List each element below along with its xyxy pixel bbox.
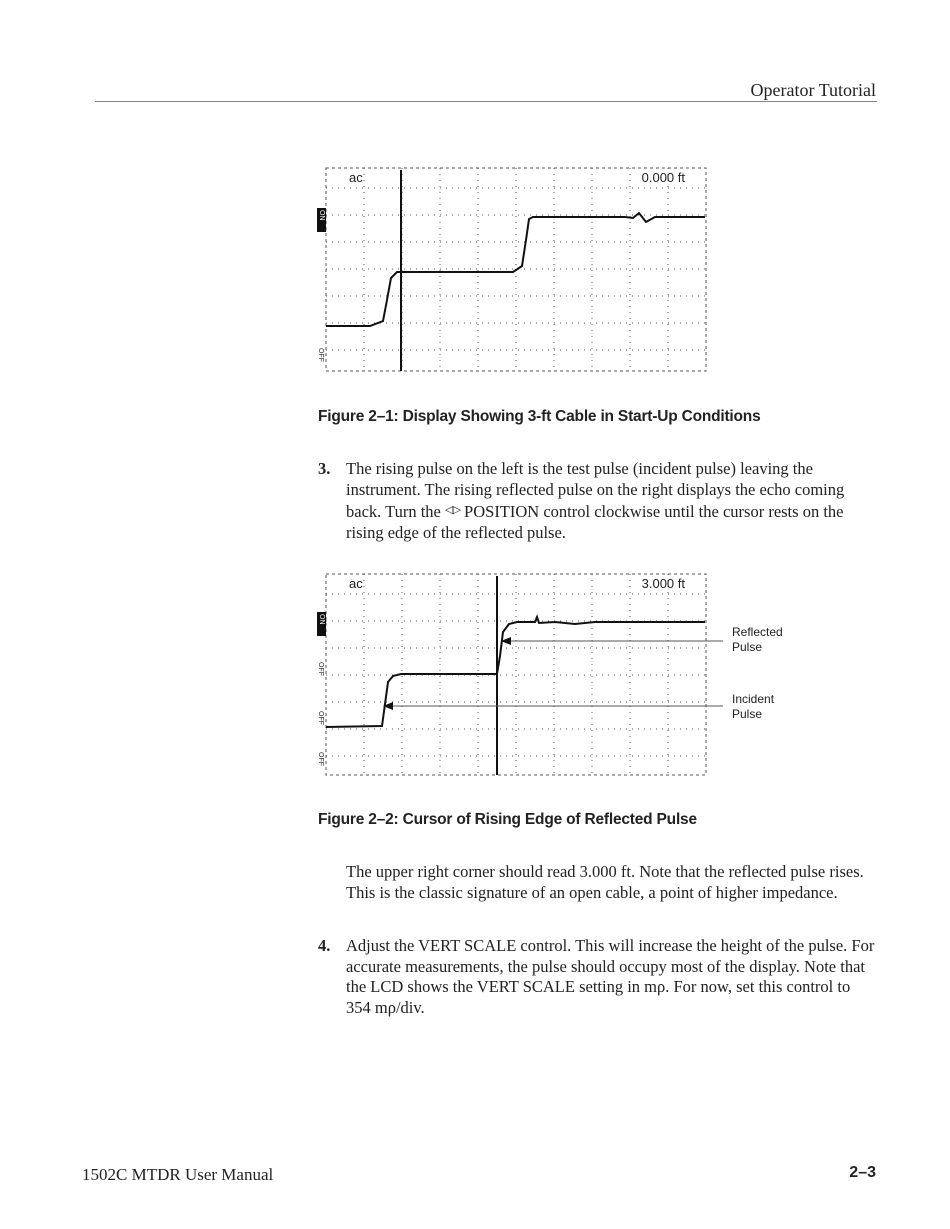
- screen-label-distance: 3.000 ft: [641, 576, 685, 591]
- step-4-number: 4.: [318, 936, 331, 955]
- waveform-trace: [326, 213, 705, 326]
- off-indicator: OFF: [317, 662, 324, 676]
- footer-manual-title: 1502C MTDR User Manual: [82, 1165, 274, 1184]
- off-indicator: OFF: [317, 348, 324, 362]
- running-head: Operator Tutorial: [750, 80, 876, 100]
- callout-incident-line1: Incident: [732, 692, 775, 706]
- reflected-pulse-callout: [501, 625, 783, 654]
- header-rule: [95, 101, 877, 102]
- on-indicator: ON: [318, 210, 325, 221]
- step-4: [318, 936, 878, 1018]
- graticule: [326, 574, 706, 775]
- open-cable-paragraph: The upper right corner should read 3.000 ft. Note that the reflected pulse rises. This is the classic signature of an open cable, a point of higher impedance.: [346, 862, 864, 902]
- figure-2-1-display: [315, 160, 715, 375]
- screen-label-ac: ac: [349, 170, 363, 185]
- callout-reflected-line2: Pulse: [732, 640, 763, 654]
- callout-incident-line2: Pulse: [732, 707, 763, 721]
- step-3: [318, 459, 878, 543]
- footer-page-number: 2–3: [849, 1164, 876, 1181]
- incident-pulse-callout: [383, 692, 775, 721]
- on-indicator: ON: [318, 614, 325, 625]
- screen-label-ac: ac: [349, 576, 363, 591]
- figure-2-2-display: [315, 566, 795, 781]
- callout-reflected-line1: Reflected: [732, 625, 783, 639]
- off-indicator: OFF: [317, 752, 324, 766]
- position-arrows-icon: ◁▷: [445, 504, 460, 516]
- off-indicator: OFF: [317, 711, 324, 725]
- waveform-trace: [326, 617, 705, 727]
- figure-2-2-caption: Figure 2–2: Cursor of Rising Edge of Reflected Pulse: [318, 811, 697, 828]
- step-3-text-before: The rising pulse on the left is the test pulse (incident pulse) leaving the instrument. The rising reflected pulse on the right displays the echo coming back. Turn the: [346, 459, 845, 521]
- step-3-number: 3.: [318, 459, 331, 478]
- step-4-text: Adjust the VERT SCALE control. This will increase the height of the pulse. For accurate measurements, the pulse should occupy most of the display. Note that the LCD shows the VERT SCALE setting in mρ. For now, set this control to 354 mρ/div.: [346, 936, 875, 1017]
- screen-label-distance: 0.000 ft: [641, 170, 685, 185]
- figure-2-1-caption: Figure 2–1: Display Showing 3-ft Cable in Start-Up Conditions: [318, 408, 761, 425]
- step-3-text-after: POSITION control clockwise until the cursor rests on the rising edge of the reflected pulse.: [346, 502, 844, 542]
